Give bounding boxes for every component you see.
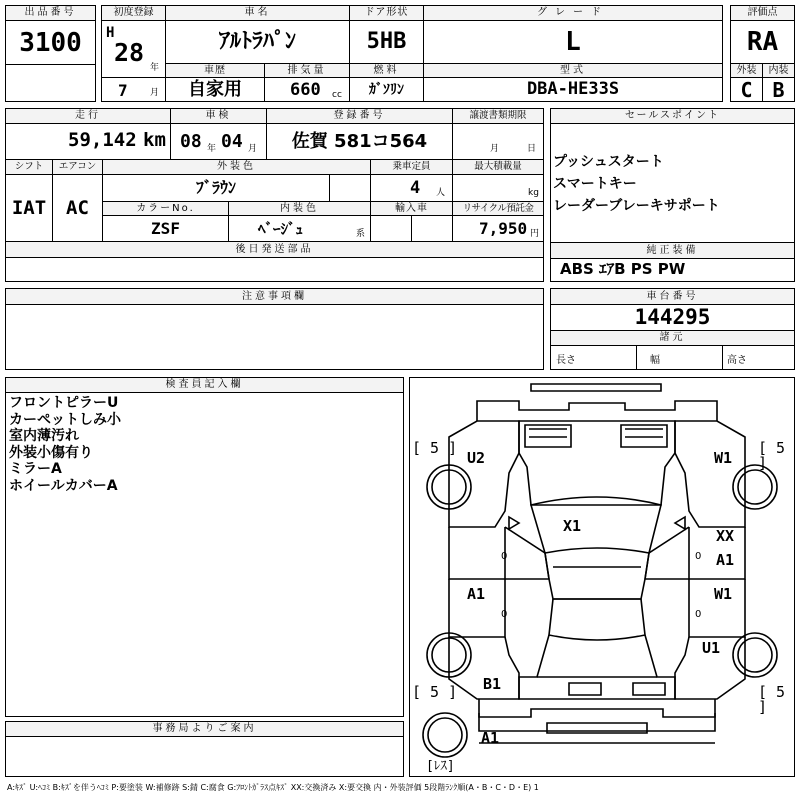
legend: A:ｷｽﾞ U:ﾍｺﾐ B:ｷｽﾞを伴うﾍｺﾐ P:要塗装 W:補修跡 S:錆 C:腐食 G:ﾌﾛﾝﾄｶﾞﾗｽ点ｷｽﾞ XX:交換済み X:要交換 内・外装評価 5段階ﾗﾝｸ順(A・B・C・D・E) 1 xyxy=(7,783,539,792)
zero-mark-left: 0 xyxy=(501,551,508,562)
unit-cc: cc xyxy=(332,90,342,100)
zero-mark-rear-right: 0 xyxy=(695,609,702,620)
lot-no: 3100 xyxy=(19,27,82,58)
score: RA xyxy=(746,27,779,57)
tire-fr-score: [ 5 ] xyxy=(758,439,786,472)
label-capacity: 乗車定員 xyxy=(370,159,453,175)
label-sales-point: セールスポイント xyxy=(550,108,795,124)
label-later-parts: 後日発送部品 xyxy=(5,241,544,258)
label-inspection: 車検 xyxy=(170,108,267,124)
label-caution: 注意事項欄 xyxy=(5,288,544,305)
label-exterior: 外装 xyxy=(730,63,763,78)
history: 自家用 xyxy=(188,78,242,100)
import-box-b xyxy=(411,215,453,242)
mark-xx: XX xyxy=(716,527,735,545)
fuel: ｶﾞｿﾘﾝ xyxy=(369,81,404,98)
label-shift: シフト xyxy=(5,159,53,175)
label-int-color: 内装色 xyxy=(228,201,371,216)
unit-insp-year: 年 xyxy=(207,144,217,154)
label-score: 評価点 xyxy=(730,5,795,21)
unit-insp-month: 月 xyxy=(248,144,258,154)
mark-w1-front: W1 xyxy=(714,449,733,467)
sales-point-item: プッシュスタート xyxy=(553,154,664,170)
insp-month: 04 xyxy=(221,131,243,152)
reg-year: 28 xyxy=(114,38,145,67)
label-car-name: 車名 xyxy=(165,5,350,21)
interior-grade: B xyxy=(772,77,785,102)
label-mileage: 走行 xyxy=(5,108,171,124)
shift: IAT xyxy=(11,196,47,219)
label-door-type: ドア形状 xyxy=(349,5,424,21)
label-color-no: カラーNo. xyxy=(102,201,229,216)
unit-kei: 系 xyxy=(356,229,366,239)
zero-mark-right: 0 xyxy=(695,551,702,562)
label-model-code: 型式 xyxy=(423,63,723,78)
mark-u2: U2 xyxy=(467,449,486,467)
inspector-note: 室内薄汚れ xyxy=(9,428,79,445)
displacement: 660 xyxy=(290,80,321,100)
inspector-note: 外装小傷有り xyxy=(9,444,93,461)
unit-transfer-day: 日 xyxy=(527,144,537,154)
later-parts-box xyxy=(5,257,544,282)
reg-no: 佐賀 581コ564 xyxy=(291,130,428,152)
unit-transfer-month: 月 xyxy=(490,144,500,154)
aircon: AC xyxy=(66,196,89,219)
label-inspector: 検査員記入欄 xyxy=(5,377,404,393)
inspector-note: ホイールカバーA xyxy=(9,477,118,494)
unit-year: 年 xyxy=(150,63,160,73)
label-chassis-no: 車台番号 xyxy=(550,288,795,305)
tire-rr-score: [ 5 ] xyxy=(758,683,786,716)
exterior-grade: C xyxy=(740,77,753,102)
mileage-unit: km xyxy=(143,129,166,151)
recycle: 7,950 xyxy=(479,219,528,238)
lot-no-blank xyxy=(5,64,96,102)
door-type: 5HB xyxy=(366,29,407,54)
label-grade: グレード xyxy=(423,5,723,21)
unit-person: 人 xyxy=(436,188,446,198)
mark-a1-right: A1 xyxy=(716,551,735,569)
caution-box xyxy=(5,304,544,370)
mark-a1-rear: A1 xyxy=(481,729,500,747)
label-aircon: エアコン xyxy=(52,159,103,175)
car-name: ｱﾙﾄﾗﾊﾟﾝ xyxy=(218,29,296,54)
label-office-notice: 事務局よりご案内 xyxy=(5,721,404,737)
transfer-deadline-box xyxy=(452,123,544,160)
label-standard-eq: 純正装備 xyxy=(550,242,795,259)
zero-mark-rear-left: 0 xyxy=(501,609,508,620)
ext-color-sub-box xyxy=(329,174,371,202)
label-height: 高さ xyxy=(727,355,747,366)
mark-u1: U1 xyxy=(702,639,721,657)
label-recycle: リサイクル預託金 xyxy=(452,201,544,216)
label-lot-no: 出品番号 xyxy=(5,5,96,21)
label-transfer-deadline: 譲渡書類期限 xyxy=(452,108,544,124)
grade: L xyxy=(565,27,581,57)
label-import: 輸入車 xyxy=(370,201,453,216)
label-history: 車歴 xyxy=(165,63,265,78)
label-reg-no: 登録番号 xyxy=(266,108,453,124)
mark-x1: X1 xyxy=(563,517,582,535)
mark-a1-left: A1 xyxy=(467,585,486,603)
label-width: 幅 xyxy=(650,355,660,366)
sales-point-item: スマートキー xyxy=(553,176,637,192)
label-length: 長さ xyxy=(556,355,576,366)
mileage: 59,142 xyxy=(68,129,137,151)
label-first-reg: 初度登録 xyxy=(101,5,166,21)
reg-month: 7 xyxy=(118,81,128,100)
label-displacement: 排気量 xyxy=(264,63,350,78)
label-ext-color: 外装色 xyxy=(102,159,371,175)
model-code: DBA-HE33S xyxy=(526,79,620,99)
sales-point-item: レーダーブレーキサポート xyxy=(553,198,720,214)
color-no: ZSF xyxy=(151,218,180,238)
office-notice-box xyxy=(5,736,404,777)
import-box-a xyxy=(370,215,412,242)
tire-rl-score: [ 5 ] xyxy=(412,683,458,701)
unit-kg: kg xyxy=(528,188,539,198)
era: H xyxy=(106,25,115,41)
chassis-no: 144295 xyxy=(634,305,711,329)
sales-point-list xyxy=(553,151,720,217)
unit-month: 月 xyxy=(150,88,160,98)
int-color: ﾍﾞｰｼﾞｭ xyxy=(258,220,304,238)
tire-fl-score: [ 5 ] xyxy=(412,439,458,457)
capacity: 4 xyxy=(410,178,421,198)
car-diagram xyxy=(409,377,795,777)
insp-year: 08 xyxy=(180,131,202,152)
inspector-note: カーペットしみ小 xyxy=(9,411,121,428)
unit-yen: 円 xyxy=(530,229,540,239)
inspector-note: フロントピラーU xyxy=(9,395,119,411)
mark-w1-rear: W1 xyxy=(714,585,733,603)
spare-tire: [ﾚｽ] xyxy=(426,759,455,774)
label-max-load: 最大積載量 xyxy=(452,159,544,175)
label-interior: 内装 xyxy=(762,63,795,78)
inspector-note: ミラーA xyxy=(9,461,62,478)
label-specs: 諸元 xyxy=(550,330,795,346)
mark-b1: B1 xyxy=(483,675,502,693)
ext-color: ﾌﾞﾗｳﾝ xyxy=(195,178,236,197)
inspector-notes xyxy=(9,395,121,494)
label-fuel: 燃料 xyxy=(349,63,424,78)
standard-eq: ABS ｴｱB PS PW xyxy=(560,260,686,278)
